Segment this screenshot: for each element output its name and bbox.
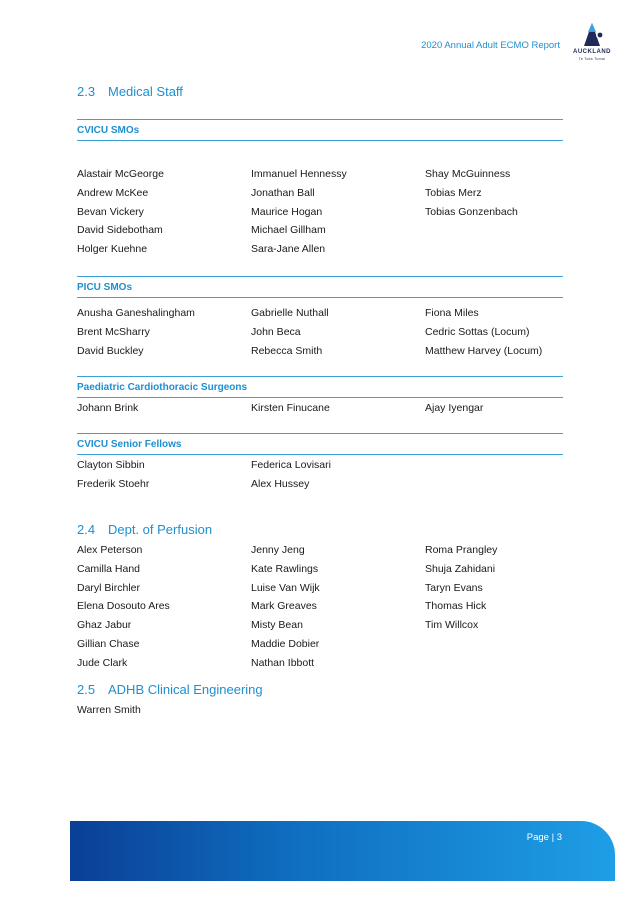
staff-name: Clayton Sibbin — [77, 459, 145, 471]
staff-name: Tim Willcox — [425, 619, 479, 632]
staff-row — [77, 206, 563, 225]
staff-row — [77, 657, 563, 676]
staff-name: Michael Gillham — [251, 224, 326, 237]
grid-cvicu-smos — [77, 168, 563, 262]
staff-name: Sara-Jane Allen — [251, 243, 326, 256]
staff-row — [77, 187, 563, 206]
staff-name: Gabrielle Nuthall — [251, 307, 329, 319]
staff-name: Kirsten Finucane — [251, 402, 330, 414]
section-heading: ADHB Clinical Engineering — [108, 682, 263, 697]
subhead-label: Paediatric Cardiothoracic Surgeons — [77, 382, 248, 393]
subhead-label: PICU SMOs — [77, 282, 133, 293]
staff-row — [77, 582, 563, 601]
logo-tagline: Te Toka Tumai — [578, 57, 606, 61]
staff-row — [77, 168, 563, 187]
subhead-senior-fellows — [77, 433, 563, 455]
staff-row — [77, 563, 563, 582]
staff-row — [77, 402, 563, 421]
grid-cardio-surgeons — [77, 402, 563, 421]
staff-name: Maddie Dobier — [251, 637, 320, 650]
section-clinical-engineering — [77, 682, 263, 697]
staff-row — [77, 224, 563, 243]
section-medical-staff — [77, 84, 183, 99]
staff-name: Bevan Vickery — [77, 205, 144, 218]
staff-row — [77, 478, 563, 497]
staff-row — [77, 638, 563, 657]
staff-name: Camilla Hand — [77, 562, 141, 575]
staff-name: Daryl Birchler — [77, 581, 141, 594]
logo-word: AUCKLAND — [573, 49, 611, 55]
staff-name: Johann Brink — [77, 402, 139, 414]
staff-name: Jude Clark — [77, 656, 128, 669]
staff-name: Tobias Gonzenbach — [425, 205, 518, 218]
staff-name: Elena Dosouto Ares — [77, 600, 170, 613]
staff-name: Gillian Chase — [77, 637, 140, 650]
staff-name: Cedric Sottas (Locum) — [425, 325, 530, 338]
staff-name: Luise Van Wijk — [251, 581, 320, 594]
staff-name: Holger Kuehne — [77, 243, 148, 256]
staff-row — [77, 307, 563, 326]
staff-name: Frederik Stoehr — [77, 477, 150, 490]
auckland-dhb-logo — [566, 22, 618, 64]
staff-name: Mark Greaves — [251, 600, 317, 613]
subhead-label: CVICU SMOs — [77, 125, 140, 136]
staff-name: Ghaz Jabur — [77, 619, 132, 632]
footer-band — [70, 821, 615, 881]
staff-row — [77, 544, 563, 563]
staff-row — [77, 619, 563, 638]
staff-row — [77, 243, 563, 262]
staff-name: Warren Smith — [77, 704, 141, 716]
staff-name: Alex Hussey — [251, 477, 310, 490]
section-number: 2.3 — [77, 84, 96, 99]
staff-name: Andrew McKee — [77, 186, 149, 199]
staff-name: Jonathan Ball — [251, 186, 315, 199]
staff-name: John Beca — [251, 325, 301, 338]
grid-senior-fellows — [77, 459, 563, 497]
staff-name: David Sidebotham — [77, 224, 163, 237]
staff-name: Jenny Jeng — [251, 544, 305, 556]
staff-row — [77, 704, 563, 723]
staff-name: Taryn Evans — [425, 581, 483, 594]
staff-name: Tobias Merz — [425, 186, 482, 199]
staff-row — [77, 459, 563, 478]
staff-name: Alastair McGeorge — [77, 168, 164, 180]
section-number: 2.4 — [77, 522, 96, 537]
logo-mark-icon — [566, 22, 618, 50]
staff-row — [77, 326, 563, 345]
staff-row — [77, 345, 563, 364]
page-number: Page | 3 — [526, 832, 562, 843]
subhead-cardio-surgeons — [77, 376, 563, 398]
section-number: 2.5 — [77, 682, 96, 697]
staff-name: Nathan Ibbott — [251, 656, 315, 669]
subhead-label: CVICU Senior Fellows — [77, 439, 182, 450]
staff-name: Alex Peterson — [77, 544, 143, 556]
grid-picu-smos — [77, 307, 563, 363]
section-heading: Dept. of Perfusion — [108, 522, 213, 537]
staff-name: Matthew Harvey (Locum) — [425, 344, 543, 357]
staff-name: Anusha Ganeshalingham — [77, 307, 195, 319]
staff-name: Brent McSharry — [77, 325, 150, 338]
staff-name: Shuja Zahidani — [425, 562, 496, 575]
staff-name: Maurice Hogan — [251, 205, 323, 218]
subhead-cvicu-smos — [77, 119, 563, 141]
section-perfusion — [77, 522, 212, 537]
grid-engineering — [77, 704, 563, 723]
staff-row — [77, 600, 563, 619]
staff-name: Shay McGuinness — [425, 168, 511, 180]
staff-name: David Buckley — [77, 344, 144, 357]
staff-name: Ajay Iyengar — [425, 402, 484, 414]
staff-name: Thomas Hick — [425, 600, 487, 613]
staff-name: Roma Prangley — [425, 544, 498, 556]
staff-name: Federica Lovisari — [251, 459, 331, 471]
staff-name: Immanuel Hennessy — [251, 168, 347, 180]
staff-name: Fiona Miles — [425, 307, 479, 319]
staff-name: Rebecca Smith — [251, 344, 323, 357]
subhead-picu-smos — [77, 276, 563, 298]
section-heading: Medical Staff — [108, 84, 183, 99]
staff-name: Misty Bean — [251, 619, 303, 632]
grid-perfusion — [77, 544, 563, 676]
report-title: 2020 Annual Adult ECMO Report — [421, 40, 560, 51]
staff-name: Kate Rawlings — [251, 562, 319, 575]
